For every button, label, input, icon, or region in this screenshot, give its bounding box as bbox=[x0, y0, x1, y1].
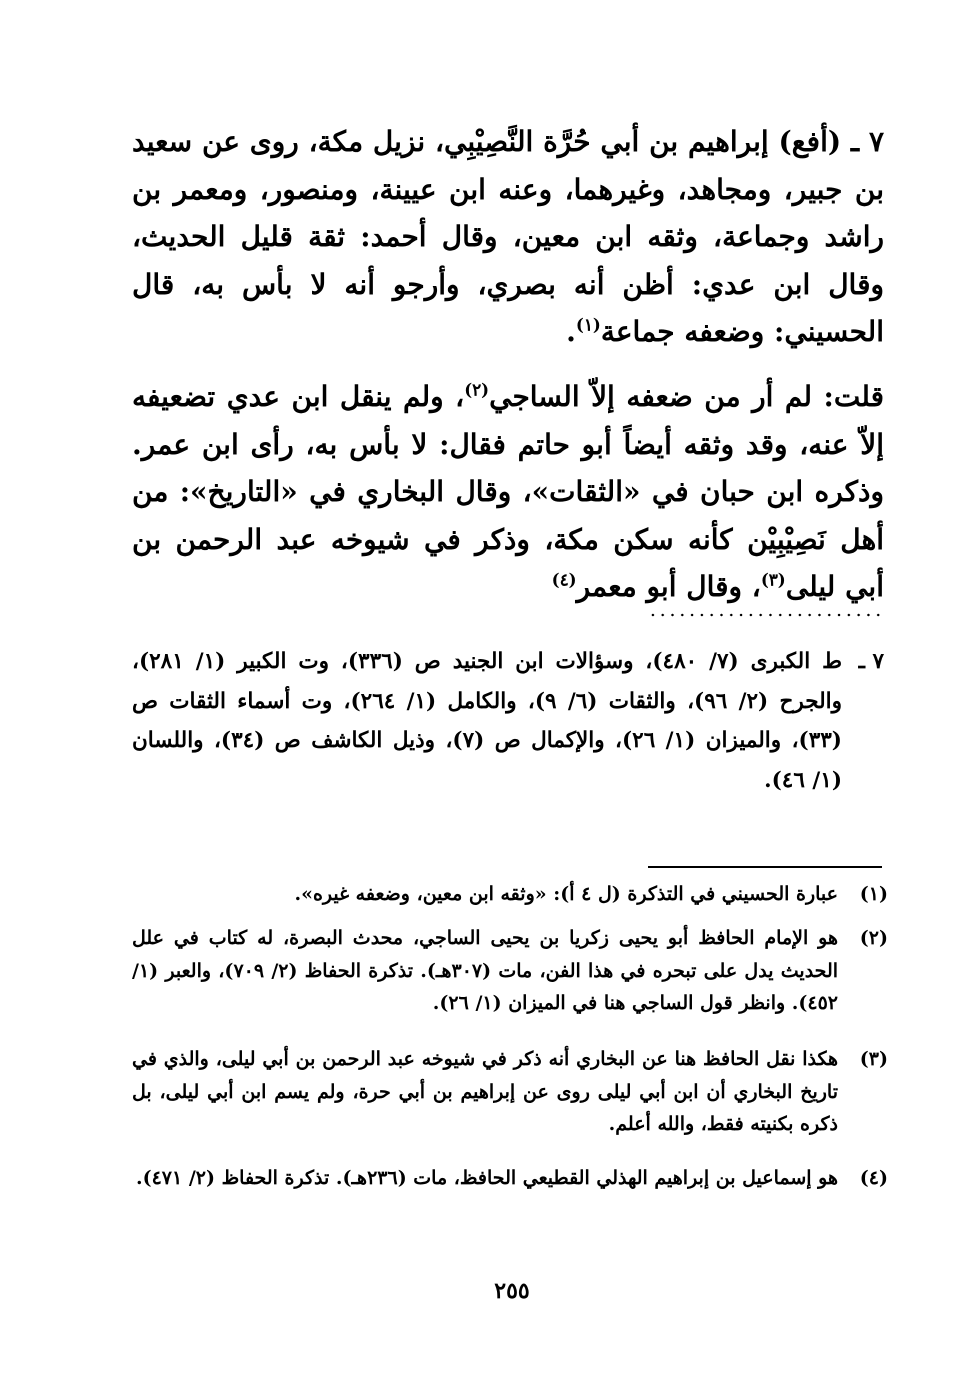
sources-text: ط الكبرى (٧/ ٤٨٠)، وسؤالات ابن الجنيد ص (٣٣٦)، وت الكبير (١/ ٢٨١)، والجرح (٢/ ٩٦)، والثقات (٦/ ٩)، والكامل (١/ ٢٦٤)، وت أسماء الثقات ص (٣٣)، والميزان (١/ ٢٦)، والإكمال ص (٧)، وذيل الكاشف ص (٣٤)، واللسان (١/ ٤٦). bbox=[132, 649, 843, 793]
footnote-3-text: هكذا نقل الحافظ هنا عن البخاري أنه ذكر في شيوخه عبد الرحمن بن أبي ليلى، والذي في تاريخ البخاري أن ابن أبي ليلى روى عن إبراهيم بن أبي حرة، ولم يسم ابن أبي ليلى، بل ذكره بكنيته فقط، والله أعلم. bbox=[132, 1048, 838, 1135]
footnote-3-number: (٣) bbox=[859, 1048, 888, 1070]
footnote-4-number: (٤) bbox=[859, 1167, 888, 1189]
footnote-ref-1: (١) bbox=[575, 314, 601, 335]
footnote-divider bbox=[648, 866, 882, 868]
page-number: ٢٥٥ bbox=[494, 1278, 530, 1304]
comment-part-2: ، ولم ينقل ابن عدي تضعيفه إلاّ عنه، وقد وثقه أيضاً أبو حاتم فقال: لا بأس به، رأى ابن عمر. وذكره ابن حبان في «الثقات»، وقال البخاري في «التاريخ»: من أهل نَصِيْبِيْن كأنه سكن مكة، وذكر في شيوخه عبد الرحمن بن أبي ليلى bbox=[132, 380, 884, 603]
footnote-ref-2: (٢) bbox=[464, 379, 490, 400]
dotted-separator bbox=[648, 612, 884, 618]
footnote-2-text: هو الإمام الحافظ أبو يحيى زكريا بن يحيى الساجي، محدث البصرة، له كتاب في علل الحديث يدل على تبحره في هذا الفن، مات (٣٠٧هـ). تذكرة الحفاظ (٢/ ٧٠٩)، والعبر (١/ ٤٥٢). وانظر قول الساجي هنا في الميزان (١/ ٢٦). bbox=[132, 927, 839, 1014]
comment-part-1: قلت: لم أر من ضعفه إلاّ الساجي bbox=[489, 380, 884, 413]
sources-number: ٧ ـ bbox=[858, 649, 884, 674]
comment-paragraph bbox=[132, 373, 884, 611]
entry-paragraph bbox=[132, 118, 884, 356]
footnote-2-number: (٢) bbox=[859, 927, 888, 949]
footnote-ref-4: (٤) bbox=[551, 569, 577, 590]
footnote-4-text: هو إسماعيل بن إبراهيم الهذلي القطيعي الحافظ، مات (٢٣٦هـ). تذكرة الحفاظ (٢/ ٤٧١). bbox=[135, 1167, 838, 1189]
comment-part-3: ، وقال أبو معمر bbox=[576, 570, 761, 603]
footnote-1-number: (١) bbox=[859, 883, 888, 905]
entry-end: . bbox=[566, 315, 576, 348]
footnote-ref-3: (٣) bbox=[760, 569, 786, 590]
entry-text: ٧ ـ (أفع) إبراهيم بن أبي حُرَّة النَّصِيْبِي، نزيل مكة، روى عن سعيد بن جبير، ومجاهد، وغيرهما، وعنه ابن عيينة، ومنصور، ومعمر بن راشد وجماعة، وثقه ابن معين، وقال أحمد: ثقة قليل الحديث، وقال ابن عدي: أظن أنه بصري، وأرجو أنه لا بأس به، قال الحسيني: وضعفه جماعة bbox=[132, 125, 884, 348]
footnote-1-text: عبارة الحسيني في التذكرة (ل ٤ أ): «وثقه ابن معين، وضعفه غيره». bbox=[294, 883, 838, 905]
